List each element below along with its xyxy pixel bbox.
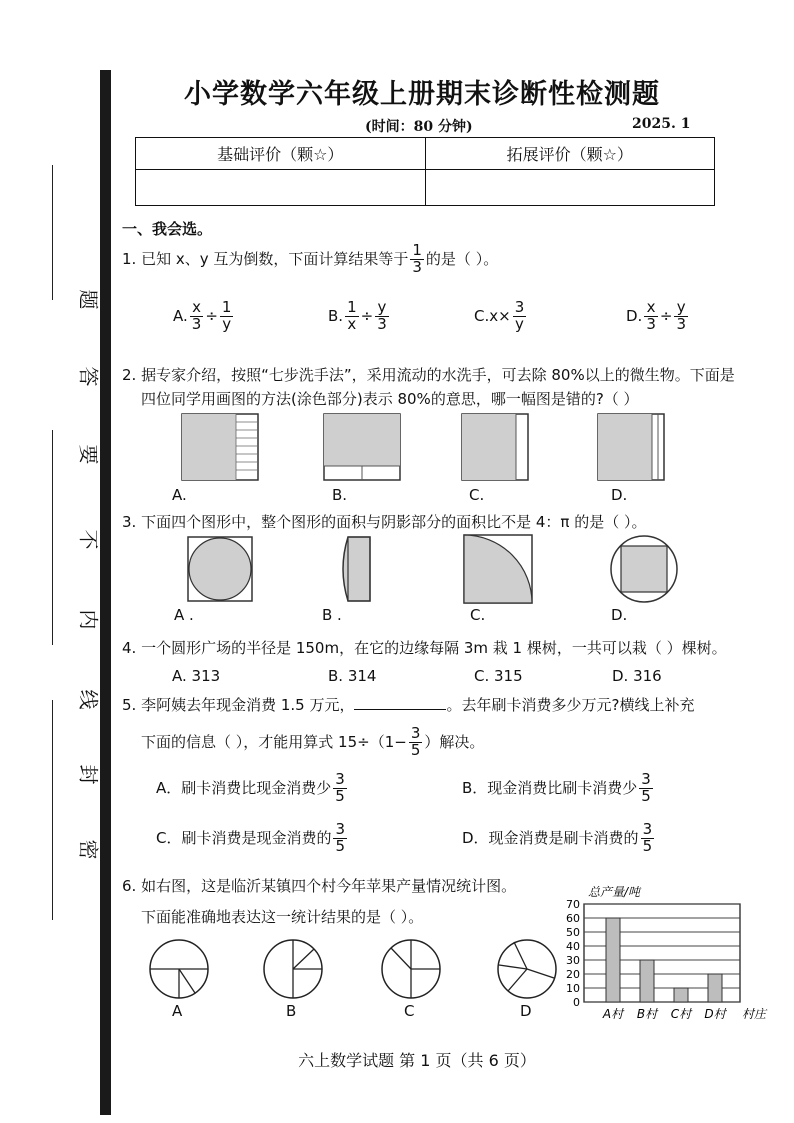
basic-eval-cell[interactable] xyxy=(136,170,426,206)
q3-figure-c xyxy=(462,533,534,605)
q3-figure-d xyxy=(608,533,680,605)
q2-label-a: A. xyxy=(172,486,187,504)
y-tick-label: 40 xyxy=(566,940,580,953)
y-tick-label: 20 xyxy=(566,968,580,981)
pie-option-b xyxy=(262,938,324,1000)
q2-label-d: D. xyxy=(611,486,628,504)
q4-option-b: B. 314 xyxy=(328,667,377,685)
side-char: 内 xyxy=(76,609,101,630)
binding-bar xyxy=(100,70,111,1115)
q5-option-b: B．现金消费比刷卡消费少 $\frac{3}{5}$ xyxy=(462,770,651,805)
side-char: 答 xyxy=(76,366,101,387)
pie-label-c: C xyxy=(404,1002,415,1020)
bar-2 xyxy=(640,960,654,1002)
cut-line xyxy=(52,700,53,920)
q5-option-a: A．刷卡消费比现金消费少 $\frac{3}{5}$ xyxy=(156,770,345,805)
question-6-line2: 下面能准确地表达这一统计结果的是（ ）。 xyxy=(141,908,424,926)
x-axis-label: 村庄 xyxy=(742,1007,767,1021)
q3-label-a: A . xyxy=(174,606,194,624)
q5-option-d: D．现金消费是刷卡消费的 $\frac{3}{5}$ xyxy=(462,820,653,855)
q4-option-a: A. 313 xyxy=(172,667,221,685)
cut-line xyxy=(52,430,53,645)
q3-label-c: C. xyxy=(470,606,486,624)
basic-eval-header: 基础评价（颗☆） xyxy=(136,138,426,170)
side-char: 密 xyxy=(76,839,101,860)
q1-option-a: A. $\frac{x}{3}$ ÷ $\frac{1}{y}$ xyxy=(173,298,232,333)
q2-figure-c xyxy=(460,412,530,482)
q2-figure-a xyxy=(180,412,260,482)
pie-option-d xyxy=(496,938,558,1000)
q3-figure-a xyxy=(186,535,254,603)
y-tick-label: 60 xyxy=(566,912,580,925)
bar-3 xyxy=(674,988,688,1002)
y-tick-label: 50 xyxy=(566,926,580,939)
q2-label-b: B. xyxy=(332,486,348,504)
page-footer: 六上数学试题 第 1 页（共 6 页） xyxy=(298,1051,536,1070)
q1-option-c: C.x× $\frac{3}{y}$ xyxy=(474,298,525,333)
q3-label-d: D. xyxy=(611,606,628,624)
question-5-line2: 下面的信息（ ），才能用算式 15÷（1− $\frac{3}{5}$ ）解决。 xyxy=(141,724,485,759)
pie-label-b: B xyxy=(286,1002,297,1020)
q4-option-c: C. 315 xyxy=(474,667,523,685)
question-1: 1. 已知 x、y 互为倒数，下面计算结果等于 $\frac{1}{3}$ 的是（ ）。 xyxy=(122,241,499,276)
q2-figure-d xyxy=(596,412,666,482)
pie-label-a: A xyxy=(172,1002,183,1020)
x-tick-label: C村 xyxy=(670,1007,692,1021)
question-3: 3. 下面四个图形中，整个图形的面积与阴影部分的面积比不是 4：π 的是（ ）。 xyxy=(122,513,647,531)
side-char: 线 xyxy=(76,689,101,710)
q5-option-c: C．刷卡消费是现金消费的 $\frac{3}{5}$ xyxy=(156,820,346,855)
page-title: 小学数学六年级上册期末诊断性检测题 xyxy=(184,79,660,110)
y-tick-label: 30 xyxy=(566,954,580,967)
side-char: 封 xyxy=(76,764,101,785)
bar-4 xyxy=(708,974,722,1002)
side-char: 不 xyxy=(76,529,101,550)
section-heading: 一、我会选。 xyxy=(122,220,213,238)
bar-1 xyxy=(606,918,620,1002)
question-5-line1: 5. 李阿姨去年现金消费 1.5 万元， 。去年刷卡消费多少万元?横线上补充 xyxy=(122,696,695,714)
score-table xyxy=(135,137,715,206)
pie-label-d: D xyxy=(520,1002,532,1020)
question-2-line1: 2. 据专家介绍，按照“七步洗手法”，采用流动的水洗手，可去除 80%以上的微生物。下面是 xyxy=(122,366,735,384)
pie-option-c xyxy=(380,938,442,1000)
q1-option-d: D. $\frac{x}{3}$ ÷ $\frac{y}{3}$ xyxy=(626,298,686,333)
question-4: 4. 一个圆形广场的半径是 150m，在它的边缘每隔 3m 栽 1 棵树，一共可以栽（ ）棵树。 xyxy=(122,639,727,657)
q1-option-b: B. $\frac{1}{x}$ ÷ $\frac{y}{3}$ xyxy=(328,298,387,333)
answer-blank[interactable] xyxy=(354,709,446,710)
q2-figure-b xyxy=(322,412,402,482)
bar-chart xyxy=(562,880,772,1026)
cut-line xyxy=(52,165,53,300)
y-tick-label: 70 xyxy=(566,898,580,911)
pie-option-a xyxy=(148,938,210,1000)
question-6-line1: 6. 如右图，这是临沂某镇四个村今年苹果产量情况统计图。 xyxy=(122,877,517,895)
exam-time: (时间：80 分钟) xyxy=(365,119,473,135)
x-tick-label: B村 xyxy=(636,1007,658,1021)
question-2-line2: 四位同学用画图的方法(涂色部分)表示 80%的意思，哪一幅图是错的?（ ） xyxy=(141,390,639,408)
side-char: 题 xyxy=(76,289,101,310)
q4-option-d: D. 316 xyxy=(612,667,662,685)
extended-eval-header: 拓展评价（颗☆） xyxy=(425,138,715,170)
q2-label-c: C. xyxy=(469,486,485,504)
y-tick-label: 10 xyxy=(566,982,580,995)
q3-label-b: B . xyxy=(322,606,342,624)
chart-title: 总产量/吨 xyxy=(588,885,641,899)
q3-figure-b xyxy=(340,535,380,603)
exam-date: 2025. 1 xyxy=(632,116,691,132)
x-tick-label: D村 xyxy=(704,1007,726,1021)
fraction: $\frac{1}{3}$ xyxy=(412,241,422,276)
y-tick-label: 0 xyxy=(573,996,580,1009)
extended-eval-cell[interactable] xyxy=(425,170,715,206)
side-char: 要 xyxy=(76,444,101,465)
x-tick-label: A村 xyxy=(602,1007,624,1021)
